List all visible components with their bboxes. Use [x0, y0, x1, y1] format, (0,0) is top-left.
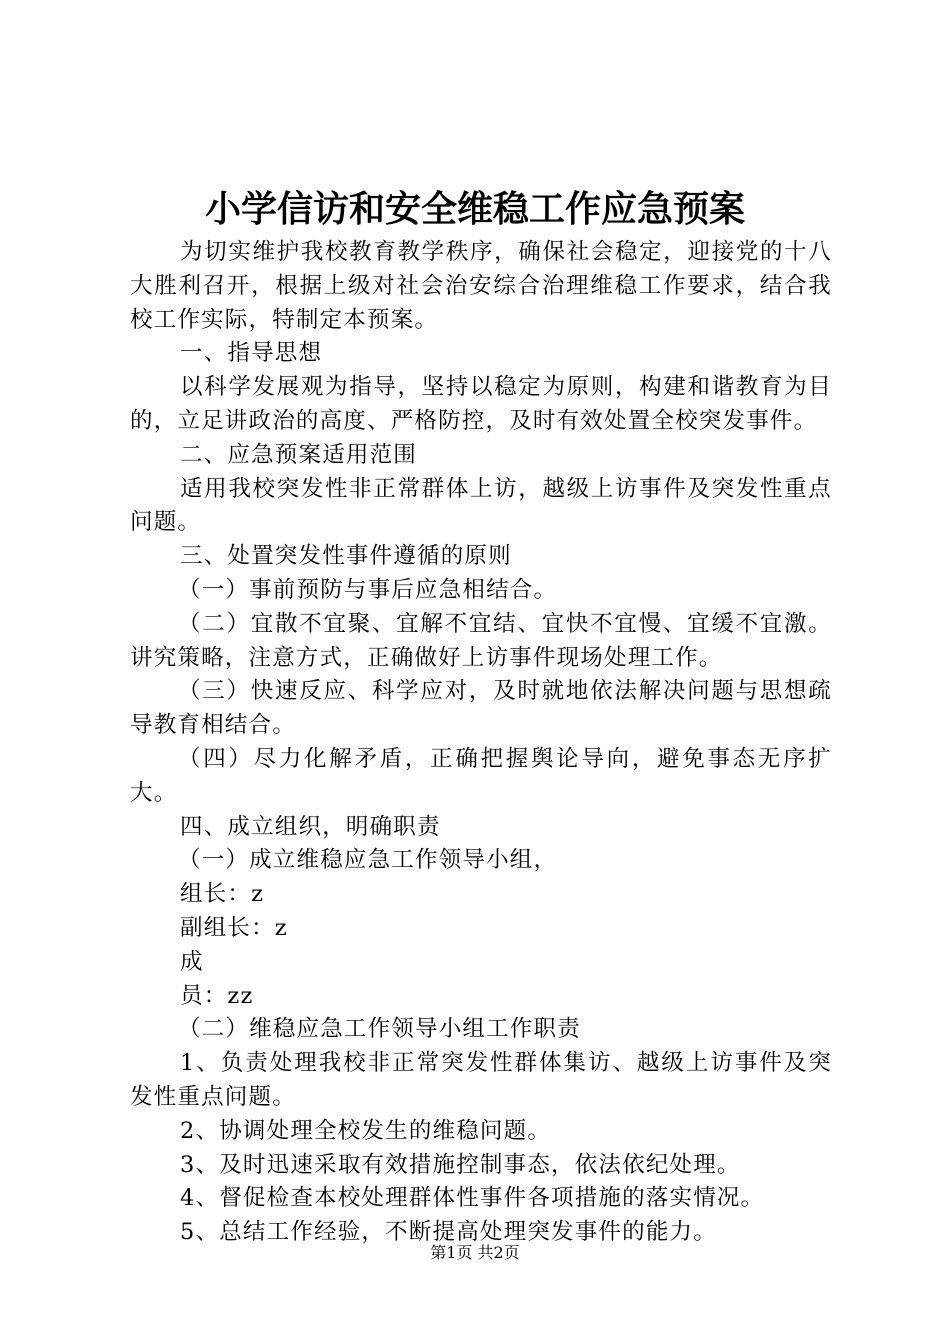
document-title: 小学信访和安全维稳工作应急预案 [204, 188, 745, 230]
document-body [130, 236, 832, 1250]
duty-item: 3、及时迅速采取有效措施控制事态，依法依纪处理。 [180, 1151, 741, 1178]
principle-item: （三）快速反应、科学应对，及时就地依法解决问题与思想疏导教育相结合。 [130, 678, 832, 739]
section-heading-scope: 二、应急预案适用范围 [180, 441, 418, 468]
principle-item: （四）尽力化解矛盾，正确把握舆论导向，避免事态无序扩大。 [130, 745, 832, 806]
page-number: 第1页 共2页 [430, 1243, 520, 1262]
section-heading-principles: 三、处置突发性事件遵循的原则 [180, 543, 512, 570]
duties-subheading: （二）维稳应急工作领导小组工作职责 [178, 1016, 581, 1043]
member-line-part2: 员：zz [180, 982, 254, 1009]
duty-item: 4、督促检查本校处理群体性事件各项措施的落实情况。 [180, 1185, 765, 1212]
org-subheading: （一）成立维稳应急工作领导小组， [178, 847, 558, 874]
guiding-paragraph: 以科学发展观为指导，坚持以稳定为原则，构建和谐教育为目的，立足讲政治的高度、严格防控，及时有效处置全校突发事件。 [130, 374, 832, 434]
duty-item: 1、负责处理我校非正常突发性群体集访、越级上访事件及突发性重点问题。 [130, 1050, 832, 1110]
section-heading-guiding: 一、指导思想 [180, 340, 323, 367]
deputy-leader-line: 副组长：z [180, 914, 288, 941]
duty-item: 5、总结工作经验，不断提高处理突发事件的能力。 [180, 1219, 717, 1246]
duty-item: 2、协调处理全校发生的维稳问题。 [180, 1117, 552, 1144]
leader-line: 组长：z [180, 881, 265, 908]
member-line-part1: 成 [180, 948, 204, 975]
principle-item: （二）宜散不宜聚、宜解不宜结、宜快不宜慢、宜缓不宜激。讲究策略，注意方式，正确做好上访事件现场处理工作。 [130, 610, 832, 671]
intro-paragraph: 为切实维护我校教育教学秩序，确保社会稳定，迎接党的十八大胜利召开，根据上级对社会治安综合治理维稳工作要求，结合我校工作实际，特制定本预案。 [130, 239, 832, 333]
principle-item: （一）事前预防与事后应急相结合。 [178, 576, 558, 603]
section-heading-organization: 四、成立组织，明确职责 [180, 813, 441, 840]
scope-paragraph: 适用我校突发性非正常群体上访，越级上访事件及突发性重点问题。 [130, 475, 832, 536]
